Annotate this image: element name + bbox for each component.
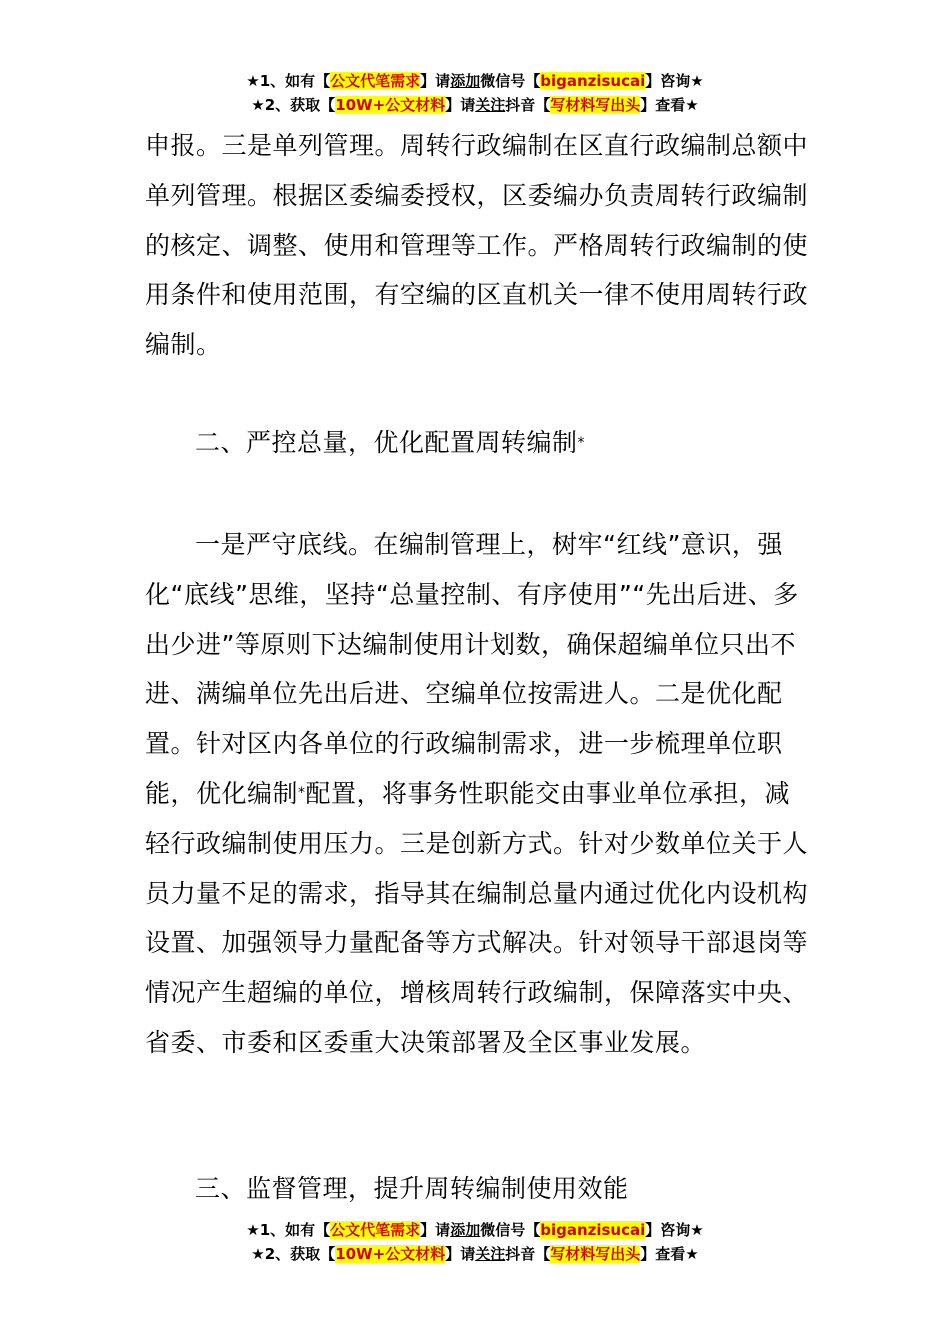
banner-text: 】请 — [420, 72, 451, 90]
banner-text: 】请 — [420, 1221, 451, 1239]
paragraph-text — [145, 520, 810, 1068]
footer-banner — [0, 1218, 950, 1266]
paragraph-2 — [145, 520, 810, 1068]
banner-text: ★1、如有【 — [246, 1221, 331, 1239]
banner-text: ★1、如有【 — [246, 72, 331, 90]
wechat-id: biganzisucai — [540, 1221, 646, 1239]
banner-text: 】查看★ — [640, 1245, 699, 1263]
banner-line-1 — [0, 69, 950, 93]
banner-text: ★2、获取【 — [251, 1245, 336, 1263]
banner-text: 微信号【 — [480, 1221, 541, 1239]
heading-text: 二、严控总量，优化配置周转编制 — [195, 428, 578, 457]
highlight-label: 10W+公文材料 — [335, 1245, 446, 1263]
banner-text: ★2、获取【 — [251, 96, 336, 114]
banner-line-2 — [0, 1242, 950, 1266]
banner-text: 】咨询★ — [645, 72, 704, 90]
paragraph-text-part: 配置，将事务性职能交由事业单位承担，减轻行政编制使用压力。三是创新方式。针对少数单位关于人员力量不足的需求，指导其在编制总量内通过优化内设机构设置、加强领导力量配备等方式解决。针对领导干部退岗等情况产生超编的单位，增核周转行政编制，保障落实中央、省委、市委和区委重大决策部署及全区事业发展。 — [145, 778, 809, 1057]
banner-text: 添加 — [450, 1221, 481, 1239]
banner-text: 微信号【 — [480, 72, 541, 90]
banner-line-2 — [0, 93, 950, 117]
banner-text: 关注 — [475, 1245, 506, 1263]
heading-text: 三、监督管理，提升周转编制使用效能 — [195, 1174, 629, 1203]
banner-line-1 — [0, 1218, 950, 1242]
section-heading-2 — [195, 428, 585, 458]
section-heading-3 — [195, 1174, 629, 1204]
banner-text: 】请 — [445, 1245, 476, 1263]
footnote-mark: * — [577, 435, 586, 451]
banner-text: 添加 — [450, 72, 481, 90]
banner-text: 】咨询★ — [645, 1221, 704, 1239]
wechat-id: biganzisucai — [540, 72, 646, 90]
banner-text: 抖音【 — [505, 1245, 551, 1263]
footnote-mark: * — [298, 784, 306, 801]
banner-text: 关注 — [475, 96, 506, 114]
paragraph-text-part: 一是严守底线。在编制管理上，树牢“红线”意识，强化“底线”思维，坚持“总量控制、有序使用”“先出后进、多出少进”等原则下达编制使用计划数，确保超编单位只出不进、满编单位先出后进、空编单位按需进人。二是优化配置。针对区内各单位的行政编制需求，进一步梳理单位职能，优化编制 — [145, 530, 799, 808]
douyin-id: 写材料写出头 — [550, 1245, 641, 1263]
header-banner — [0, 69, 950, 117]
highlight-label: 公文代笔需求 — [330, 72, 421, 90]
highlight-label: 公文代笔需求 — [330, 1221, 421, 1239]
paragraph-1 — [145, 121, 810, 370]
banner-text: 】请 — [445, 96, 476, 114]
banner-text: 抖音【 — [505, 96, 551, 114]
douyin-id: 写材料写出头 — [550, 96, 641, 114]
banner-text: 】查看★ — [640, 96, 699, 114]
highlight-label: 10W+公文材料 — [335, 96, 446, 114]
paragraph-text: 申报。三是单列管理。周转行政编制在区直行政编制总额中单列管理。根据区委编委授权，区委编办负责周转行政编制的核定、调整、使用和管理等工作。严格周转行政编制的使用条件和使用范围，有空编的区直机关一律不使用周转行政编制。 — [145, 131, 809, 360]
